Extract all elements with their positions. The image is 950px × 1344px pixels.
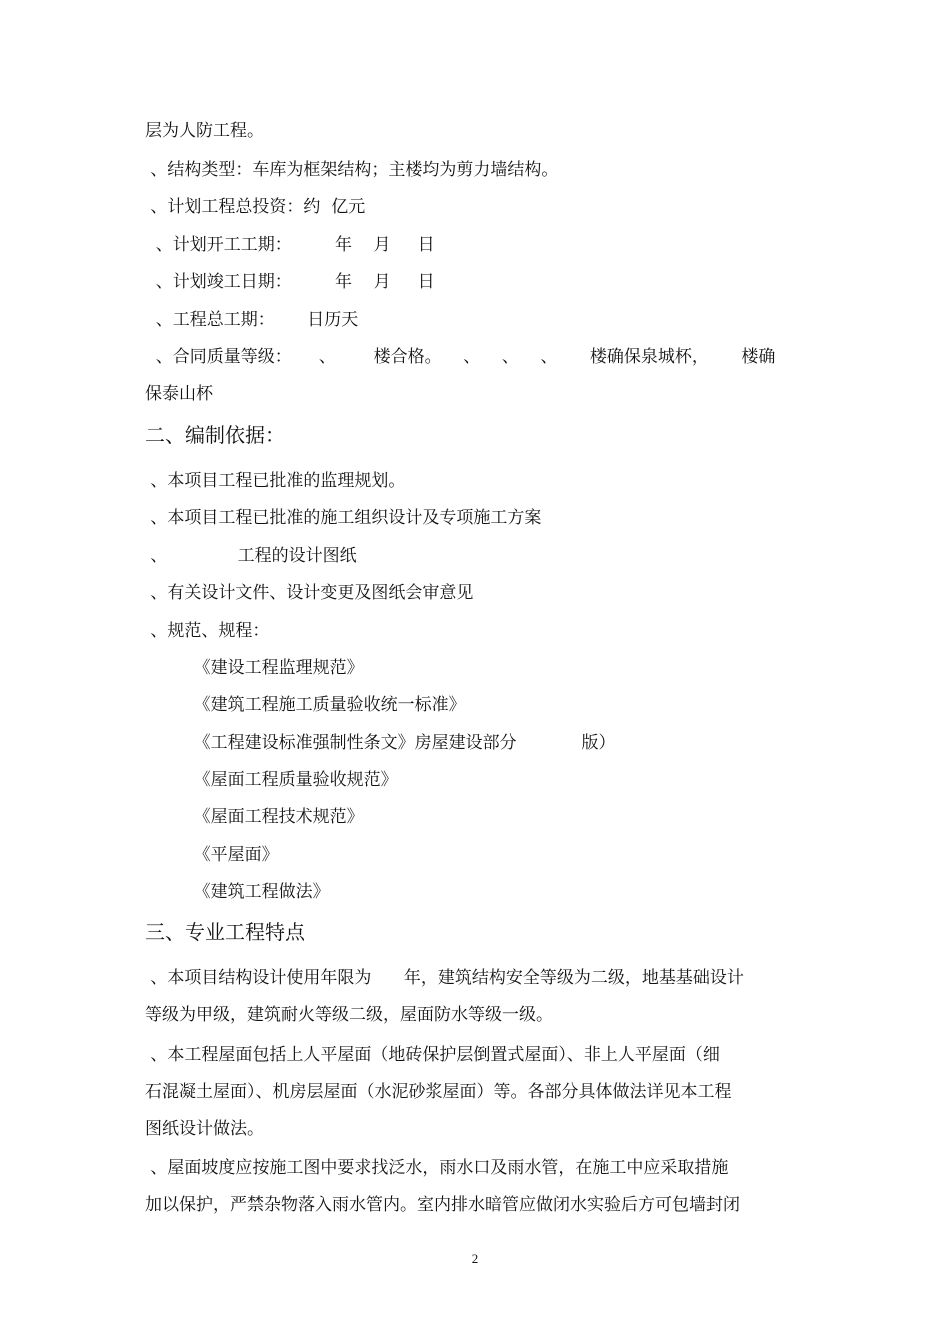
text-line: 、 工程的设计图纸 [145,546,357,566]
section-heading: 三、专业工程特点 [145,920,305,944]
standard-item: 《平屋面》 [145,845,279,865]
text-line: 层为人防工程。 [145,121,264,141]
standard-item: 《建筑工程施工质量验收统一标准》 [145,695,466,715]
standard-item: 《建筑工程做法》 [145,882,330,902]
text-line: 、计划开工工期： 年 月 日 [145,235,435,255]
text-line: 、本项目工程已批准的监理规划。 [145,471,406,491]
text-line: 、屋面坡度应按施工图中要求找泛水，雨水口及雨水管，在施工中应采取措施 [145,1158,729,1178]
text-line: 加以保护，严禁杂物落入雨水管内。室内排水暗管应做闭水实验后方可包墙封闭 [145,1195,740,1215]
text-line: 、本项目结构设计使用年限为 年，建筑结构安全等级为二级，地基基础设计 [145,968,744,988]
text-line: 、工程总工期： 日历天 [145,310,359,330]
standard-item: 《工程建设标准强制性条文》房屋建设部分 版） [145,733,616,753]
standard-item: 《建设工程监理规范》 [145,658,364,678]
page-number: 2 [471,1251,479,1266]
text-line: 、有关设计文件、设计变更及图纸会审意见 [145,583,474,603]
text-line: 、规范、规程： [145,621,270,641]
standard-item: 《屋面工程质量验收规范》 [145,770,398,790]
standard-item: 《屋面工程技术规范》 [145,807,364,827]
text-line: 、计划工程总投资：约 亿元 [145,197,366,217]
text-line: 图纸设计做法。 [145,1119,264,1139]
text-line: 石混凝土屋面）、机房层屋面（水泥砂浆屋面）等。各部分具体做法详见本工程 [145,1082,732,1102]
text-line: 、本项目工程已批准的施工组织设计及专项施工方案 [145,508,542,528]
text-line: 保泰山杯 [145,384,213,404]
text-line: 、计划竣工日期： 年 月 日 [145,272,435,292]
text-line: 、本工程屋面包括上人平屋面（地砖保护层倒置式屋面）、非上人平屋面（细 [145,1045,720,1065]
text-line: 、结构类型：车库为框架结构；主楼均为剪力墙结构。 [145,160,559,180]
text-line: 、合同质量等级： 、 楼合格。 、 、 、 楼确保泉城杯， 楼确 [145,347,776,367]
text-line: 等级为甲级，建筑耐火等级二级，屋面防水等级一级。 [145,1005,553,1025]
section-heading: 二、编制依据： [145,423,285,447]
